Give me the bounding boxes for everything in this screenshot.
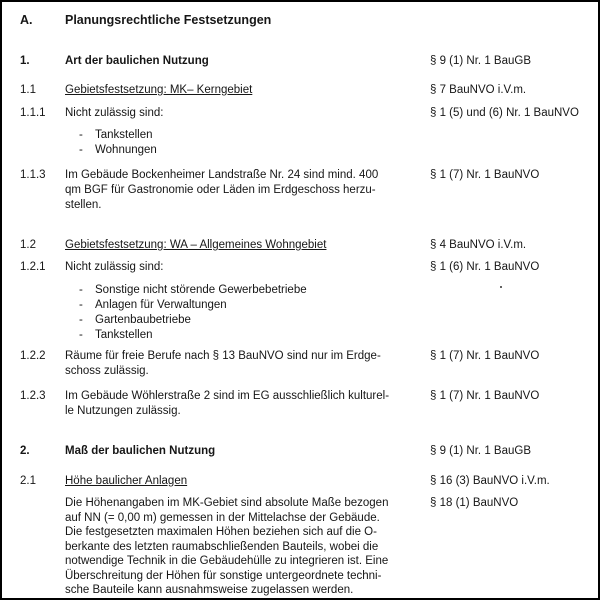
section-heading: Maß der baulichen Nutzung bbox=[65, 445, 216, 457]
clause-heading: Höhe baulicher Anlagen bbox=[65, 475, 188, 487]
clause-number: 1.2.1 bbox=[20, 261, 46, 273]
clause-text: Nicht zulässig sind: bbox=[65, 261, 164, 273]
clause-number: 1.1.3 bbox=[20, 169, 46, 181]
list-item bbox=[65, 128, 417, 143]
legal-reference: § 1 (7) Nr. 1 BauNVO bbox=[430, 390, 540, 402]
legal-reference: § 7 BauNVO i.V.m. bbox=[430, 84, 527, 96]
clause-number: 1.2 bbox=[20, 239, 36, 251]
clause-row-2 bbox=[20, 444, 598, 459]
legal-reference: § 9 (1) Nr. 1 BauGB bbox=[430, 55, 531, 67]
legal-reference: § 1 (7) Nr. 1 BauNVO bbox=[430, 350, 540, 362]
list-item-text: Sonstige nicht störende Gewerbebetriebe bbox=[95, 284, 307, 296]
clause-text: Im Gebäude Bockenheimer Landstraße Nr. 24 sind mind. 400 qm BGF für Gastronomie oder Läden im Erdgeschoss herzu- stellen. bbox=[65, 169, 379, 211]
list-item bbox=[65, 283, 417, 298]
clause-text: Im Gebäude Wöhlerstraße 2 sind im EG ausschließlich kulturel- le Nutzungen zulässig. bbox=[65, 390, 390, 417]
document-body bbox=[2, 2, 598, 598]
bullet-dash: - bbox=[79, 329, 83, 341]
clause-number: 2.1 bbox=[20, 475, 36, 487]
scan-artifact-dot bbox=[500, 286, 502, 288]
legal-reference: § 9 (1) Nr. 1 BauGB bbox=[430, 445, 531, 457]
clause-number: 2. bbox=[20, 445, 30, 457]
clause-row-1-2-3 bbox=[20, 389, 598, 419]
section-heading: Art der baulichen Nutzung bbox=[65, 55, 209, 67]
legal-reference: § 1 (5) und (6) Nr. 1 BauNVO bbox=[430, 107, 579, 119]
clause-row-1-1 bbox=[20, 83, 598, 98]
clause-row-1-2-2 bbox=[20, 349, 598, 379]
list-item-text: Tankstellen bbox=[95, 329, 153, 341]
legal-reference: § 1 (7) Nr. 1 BauNVO bbox=[430, 169, 540, 181]
doc-title-row bbox=[20, 13, 598, 28]
clause-heading: Gebietsfestsetzung: WA – Allgemeines Wohngebiet bbox=[65, 239, 327, 251]
list-item-text: Tankstellen bbox=[95, 129, 153, 141]
clause-row-1 bbox=[20, 54, 598, 69]
legal-reference: § 4 BauNVO i.V.m. bbox=[430, 239, 527, 251]
clause-row-1-2 bbox=[20, 238, 598, 253]
clause-row-1-1-3 bbox=[20, 168, 598, 213]
list-item-text: Wohnungen bbox=[95, 144, 157, 156]
bullet-list-wa bbox=[20, 283, 598, 343]
clause-paragraph-row bbox=[20, 496, 598, 598]
bullet-dash: - bbox=[79, 284, 83, 296]
list-item-text: Gartenbaubetriebe bbox=[95, 314, 191, 326]
clause-text: Räume für freie Berufe nach § 13 BauNVO sind nur im Erdge- schoss zulässig. bbox=[65, 350, 381, 377]
bullet-dash: - bbox=[79, 299, 83, 311]
legal-reference: § 18 (1) BauNVO bbox=[430, 497, 519, 509]
clause-number: 1.2.3 bbox=[20, 390, 46, 402]
clause-number: 1.1.1 bbox=[20, 107, 46, 119]
bullet-dash: - bbox=[79, 144, 83, 156]
list-item-text: Anlagen für Verwaltungen bbox=[95, 299, 227, 311]
list-item bbox=[65, 328, 417, 343]
legal-reference: § 16 (3) BauNVO i.V.m. bbox=[430, 475, 550, 487]
bullet-list-mk bbox=[20, 128, 598, 158]
bullet-dash: - bbox=[79, 129, 83, 141]
list-item bbox=[65, 313, 417, 328]
clause-number: 1. bbox=[20, 55, 30, 67]
doc-title-number: A. bbox=[20, 13, 33, 27]
list-item bbox=[65, 143, 417, 158]
clause-row-2-1 bbox=[20, 474, 598, 489]
list-item bbox=[65, 298, 417, 313]
bullet-dash: - bbox=[79, 314, 83, 326]
clause-number: 1.1 bbox=[20, 84, 36, 96]
clause-row-1-1-1 bbox=[20, 106, 598, 121]
clause-text: Die Höhenangaben im MK-Gebiet sind absolute Maße bezogen auf NN (= 0,00 m) gemessen in der Mittelachse der Gebäude. Die festgesetzten maximalen Höhen beziehen sich auf die O- berkante des letzten raumabschließenden Bauteils, wobei die notwendige Technik in die Gebäudehülle zu integrieren ist. Eine Überschreitung der Höhen für sonstige untergeordnete techni- sche Bauteile kann ausnahmsweise zugelassen werden. bbox=[65, 497, 389, 596]
clause-text: Nicht zulässig sind: bbox=[65, 107, 164, 119]
clause-row-1-2-1 bbox=[20, 260, 598, 275]
clause-heading: Gebietsfestsetzung: MK– Kerngebiet bbox=[65, 84, 253, 96]
legal-reference: § 1 (6) Nr. 1 BauNVO bbox=[430, 261, 540, 273]
clause-number: 1.2.2 bbox=[20, 350, 46, 362]
doc-title: Planungsrechtliche Festsetzungen bbox=[65, 13, 272, 27]
